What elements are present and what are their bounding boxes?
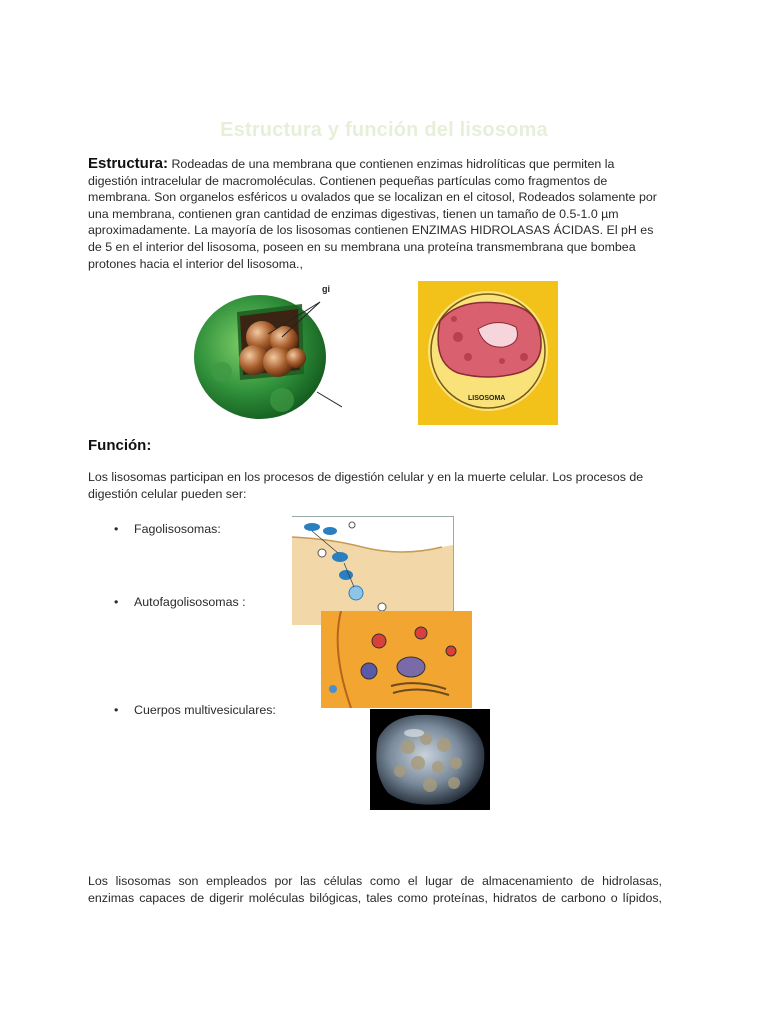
bullet-dot: • [114,522,119,536]
fagolisosoma-diagram [292,516,454,625]
autofagolisosoma-diagram [321,611,472,708]
cuerpos-multivesiculares-micrograph [370,709,490,810]
bullet-fagolisosomas [114,522,221,536]
bullet-autofagolisosomas [114,595,246,609]
closing-line-2: enzimas capaces de digerir moléculas bilógicas, tales como proteínas, hidratos de carbono o lípidos, [88,891,662,905]
bullet-text: Cuerpos multivesiculares: [134,703,276,717]
bullet-dot: • [114,595,119,609]
figure2-label: LISOSOMA [468,395,506,402]
figure1-label: gi [322,284,330,294]
estructura-paragraph [88,156,662,272]
estructura-text: Rodeadas de una membrana que contienen enzimas hidrolíticas que permiten la digestión intracelular de macromoléculas. Contienen pequeñas partículas como fragmentos de membrana. Son organelos esféricos u ovalados que se localizan en el citosol, Rodeados solamente por una membrana, contienen gran cantidad de enzimas digestivas, tienen un tamaño de 0.5-1.0 µm aproximadamente. La mayoría de los lisosomas contienen ENZIMAS HIDROLASAS ÁCIDAS. El pH es de 5 en el interior del lisosoma, poseen en su membrana una proteína transmembrana que bombea protones hacia el interior del lisosoma., [88,157,657,271]
closing-line-1: Los lisosomas son empleados por las células como el lugar de almacenamiento de hidrolasas, [88,874,662,888]
funcion-intro: Los lisosomas participan en los procesos de digestión celular y en la muerte celular. Los procesos de digestión celular pueden ser: [88,470,644,501]
document-title: Estructura y función del lisosoma [220,119,548,141]
bullet-text: Autofagolisosomas : [134,595,246,609]
cell-cutaway-image [192,282,342,422]
bullet-dot: • [114,703,119,717]
bullet-cuerpos-multivesiculares [114,703,276,717]
bullet-text: Fagolisosomas: [134,522,221,536]
funcion-heading: Función: [88,437,152,454]
estructura-label: Estructura: [88,155,169,172]
lysosome-image [418,281,558,425]
